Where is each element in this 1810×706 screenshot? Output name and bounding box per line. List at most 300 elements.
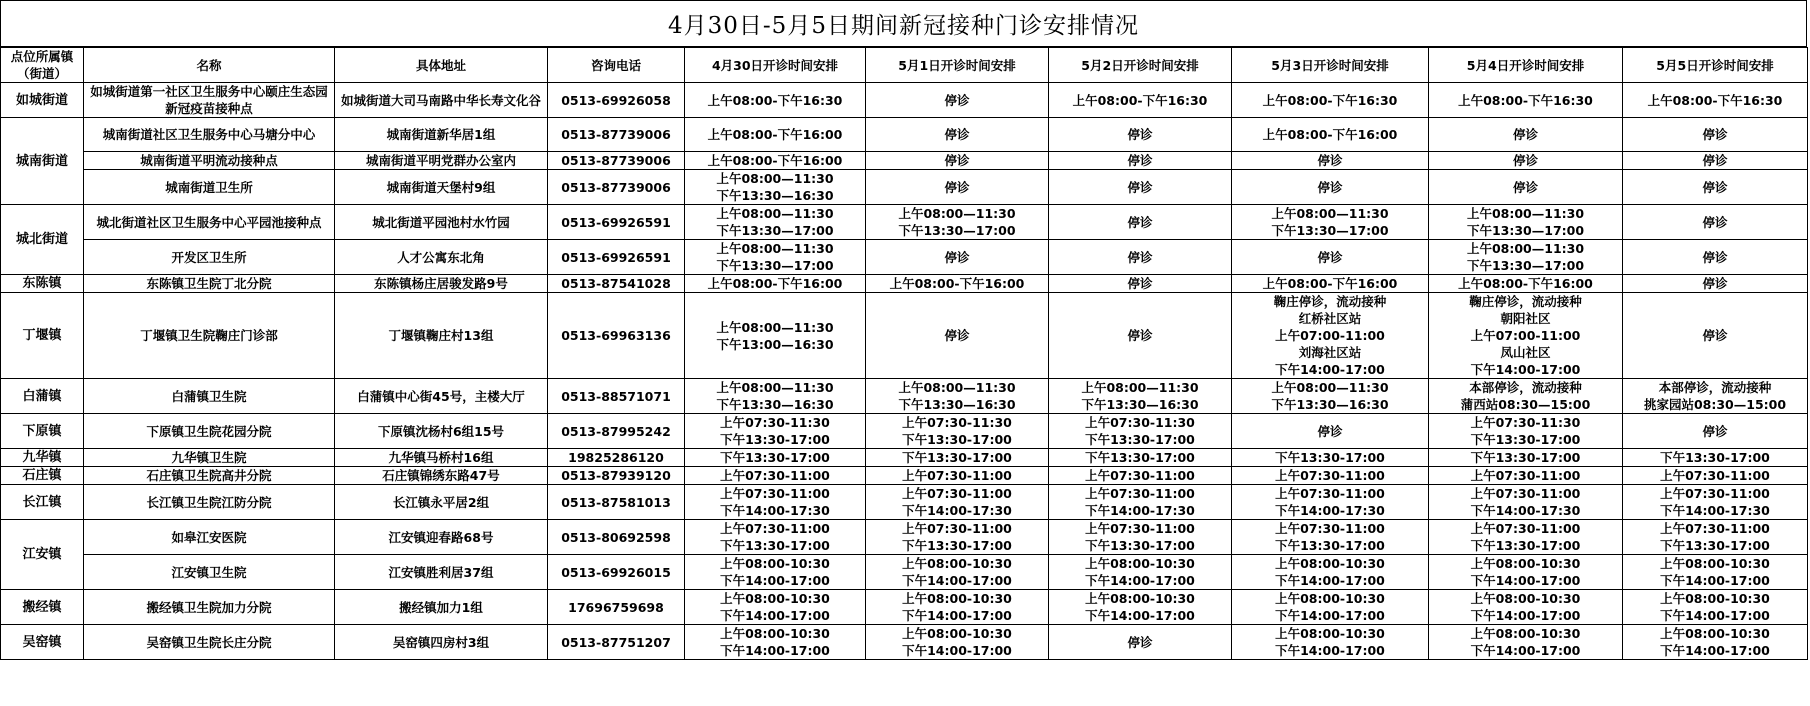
schedule-line: 上午07:30-11:00 bbox=[1470, 468, 1581, 483]
schedule-line: 上午08:00—11:30 bbox=[716, 171, 834, 186]
table-row bbox=[1, 379, 1808, 414]
schedule-line: 下午14:00-17:00 bbox=[720, 643, 830, 658]
schedule-line: 上午08:00—11:30 bbox=[716, 380, 834, 395]
site-name-cell: 搬经镇卫生院加力分院 bbox=[84, 590, 335, 625]
schedule-cell-day-4 bbox=[1232, 449, 1429, 467]
schedule-cell-day-3 bbox=[1049, 590, 1232, 625]
site-name-cell: 城南街道平明流动接种点 bbox=[84, 152, 335, 170]
schedule-line: 下午14:00-17:00 bbox=[1275, 362, 1385, 377]
schedule-line: 下午14:00-17:00 bbox=[1660, 608, 1770, 623]
schedule-line: 停诊 bbox=[1127, 249, 1153, 265]
header-town: 点位所属镇（街道） bbox=[1, 48, 84, 83]
schedule-line: 上午08:00-下午16:30 bbox=[1262, 92, 1398, 108]
schedule-line: 上午07:30-11:30 bbox=[720, 415, 830, 430]
town-cell: 丁堰镇 bbox=[1, 293, 84, 379]
schedule-line: 下午14:00-17:00 bbox=[720, 608, 830, 623]
schedule-cell-day-4 bbox=[1232, 485, 1429, 520]
schedule-cell-day-6 bbox=[1623, 625, 1808, 660]
site-name-cell: 白蒲镇卫生院 bbox=[84, 379, 335, 414]
schedule-line: 上午08:00-下午16:00 bbox=[707, 153, 843, 168]
phone-cell: 0513-80692598 bbox=[548, 520, 685, 555]
schedule-line: 停诊 bbox=[1512, 127, 1538, 142]
schedule-line: 下午14:00-17:00 bbox=[1470, 643, 1581, 658]
schedule-cell-day-1 bbox=[685, 379, 866, 414]
schedule-cell-day-2 bbox=[866, 83, 1049, 118]
schedule-line: 下午14:00-17:30 bbox=[902, 503, 1012, 518]
schedule-line: 停诊 bbox=[1127, 127, 1153, 142]
schedule-line: 下午14:00-17:00 bbox=[1275, 608, 1385, 623]
schedule-line: 下午13:30—16:30 bbox=[716, 397, 834, 412]
schedule-cell-day-3 bbox=[1049, 414, 1232, 449]
schedule-line: 停诊 bbox=[1317, 179, 1343, 195]
schedule-line: 上午08:00—11:30 bbox=[716, 241, 834, 256]
schedule-cell-day-4 bbox=[1232, 414, 1429, 449]
schedule-cell-day-1 bbox=[685, 467, 866, 485]
phone-cell: 0513-87581013 bbox=[548, 485, 685, 520]
schedule-line: 下午14:00-17:00 bbox=[902, 573, 1012, 588]
table-row bbox=[1, 590, 1808, 625]
schedule-line: 停诊 bbox=[1512, 179, 1538, 195]
schedule-line: 上午08:00-10:30 bbox=[1085, 556, 1195, 571]
schedule-line: 下午14:00-17:30 bbox=[720, 503, 830, 518]
schedule-line: 下午14:00-17:00 bbox=[1085, 608, 1195, 623]
schedule-cell-day-2 bbox=[866, 293, 1049, 379]
address-cell: 城南街道平明党群办公室内 bbox=[335, 152, 548, 170]
schedule-line: 下午13:30—17:00 bbox=[1466, 223, 1585, 238]
schedule-line: 下午13:30-17:00 bbox=[1085, 538, 1195, 553]
table-row bbox=[1, 625, 1808, 660]
schedule-line: 上午08:00-10:30 bbox=[902, 556, 1012, 571]
town-cell: 搬经镇 bbox=[1, 590, 84, 625]
schedule-cell-day-5 bbox=[1429, 118, 1623, 152]
schedule-line: 上午08:00-10:30 bbox=[1275, 556, 1385, 571]
schedule-line: 上午07:30-11:30 bbox=[1085, 415, 1195, 430]
schedule-cell-day-3 bbox=[1049, 293, 1232, 379]
schedule-line: 上午08:00-10:30 bbox=[1660, 556, 1770, 571]
schedule-line: 下午13:30—16:30 bbox=[898, 397, 1016, 412]
schedule-cell-day-4 bbox=[1232, 83, 1429, 118]
schedule-cell-day-4 bbox=[1232, 170, 1429, 205]
schedule-cell-day-6 bbox=[1623, 449, 1808, 467]
schedule-line: 上午07:30-11:00 bbox=[1660, 521, 1770, 536]
table-row bbox=[1, 485, 1808, 520]
schedule-cell-day-6 bbox=[1623, 590, 1808, 625]
schedule-line: 下午14:00-17:00 bbox=[1275, 573, 1385, 588]
address-cell: 江安镇胜利居37组 bbox=[335, 555, 548, 590]
schedule-cell-day-4 bbox=[1232, 118, 1429, 152]
schedule-cell-day-1 bbox=[685, 275, 866, 293]
schedule-line: 下午13:30-17:00 bbox=[1660, 538, 1770, 553]
schedule-line: 上午08:00—11:30 bbox=[1271, 380, 1389, 395]
schedule-line: 上午08:00-下午16:00 bbox=[707, 127, 843, 142]
schedule-line: 上午08:00—11:30 bbox=[1466, 206, 1585, 221]
schedule-cell-day-1 bbox=[685, 414, 866, 449]
schedule-line: 停诊 bbox=[1317, 249, 1343, 265]
schedule-line: 下午14:00-17:30 bbox=[1470, 503, 1581, 518]
schedule-cell-day-3 bbox=[1049, 625, 1232, 660]
schedule-line: 下午13:30-17:00 bbox=[720, 538, 830, 553]
schedule-line: 停诊 bbox=[1702, 328, 1728, 343]
schedule-line: 朝阳社区 bbox=[1500, 311, 1551, 326]
schedule-line: 下午14:00-17:00 bbox=[1085, 573, 1195, 588]
schedule-line: 上午08:00—11:30 bbox=[898, 380, 1016, 395]
table-row bbox=[1, 118, 1808, 152]
schedule-line: 鞠庄停诊，流动接种 bbox=[1273, 294, 1387, 309]
schedule-cell-day-4 bbox=[1232, 275, 1429, 293]
schedule-cell-day-1 bbox=[685, 240, 866, 275]
schedule-line: 下午14:00-17:00 bbox=[1275, 643, 1385, 658]
site-name-cell: 城南街道社区卫生服务中心马塘分中心 bbox=[84, 118, 335, 152]
schedule-line: 停诊 bbox=[1127, 276, 1153, 291]
schedule-cell-day-2 bbox=[866, 520, 1049, 555]
schedule-line: 上午08:00-下午16:00 bbox=[707, 276, 843, 291]
schedule-cell-day-5 bbox=[1429, 520, 1623, 555]
header-day-4: 5月3日开诊时间安排 bbox=[1232, 48, 1429, 83]
schedule-cell-day-2 bbox=[866, 152, 1049, 170]
header-day-3: 5月2日开诊时间安排 bbox=[1049, 48, 1232, 83]
address-cell: 搬经镇加力1组 bbox=[335, 590, 548, 625]
town-cell: 石庄镇 bbox=[1, 467, 84, 485]
phone-cell: 0513-69926591 bbox=[548, 205, 685, 240]
header-name: 名称 bbox=[84, 48, 335, 83]
schedule-cell-day-3 bbox=[1049, 467, 1232, 485]
schedule-line: 上午07:30-11:00 bbox=[902, 486, 1012, 501]
schedule-cell-day-4 bbox=[1232, 520, 1429, 555]
schedule-cell-day-5 bbox=[1429, 449, 1623, 467]
schedule-cell-day-5 bbox=[1429, 590, 1623, 625]
address-cell: 九华镇马桥村16组 bbox=[335, 449, 548, 467]
schedule-line: 下午13:30-17:00 bbox=[1660, 450, 1770, 465]
schedule-line: 下午14:00-17:30 bbox=[1275, 503, 1385, 518]
schedule-line: 停诊 bbox=[944, 328, 970, 343]
schedule-line: 停诊 bbox=[944, 92, 970, 108]
schedule-cell-day-1 bbox=[685, 293, 866, 379]
schedule-line: 下午13:30—17:00 bbox=[1466, 258, 1585, 273]
schedule-line: 上午08:00—11:30 bbox=[1271, 206, 1389, 221]
schedule-cell-day-3 bbox=[1049, 520, 1232, 555]
schedule-line: 上午08:00-下午16:00 bbox=[1458, 276, 1593, 291]
town-cell: 吴窑镇 bbox=[1, 625, 84, 660]
schedule-line: 上午08:00-10:30 bbox=[902, 591, 1012, 606]
schedule-line: 本部停诊，流动接种 bbox=[1469, 380, 1582, 395]
address-cell: 人才公寓东北角 bbox=[335, 240, 548, 275]
phone-cell: 0513-87995242 bbox=[548, 414, 685, 449]
schedule-line: 上午08:00—11:30 bbox=[898, 206, 1016, 221]
schedule-line: 下午14:00-17:00 bbox=[902, 643, 1012, 658]
site-name-cell: 东陈镇卫生院丁北分院 bbox=[84, 275, 335, 293]
schedule-cell-day-6 bbox=[1623, 205, 1808, 240]
schedule-line: 上午08:00-10:30 bbox=[902, 626, 1012, 641]
phone-cell: 0513-87939120 bbox=[548, 467, 685, 485]
town-cell: 城南街道 bbox=[1, 118, 84, 205]
address-cell: 石庄镇锦绣东路47号 bbox=[335, 467, 548, 485]
schedule-line: 下午13:30—16:30 bbox=[1271, 397, 1389, 412]
schedule-line: 停诊 bbox=[1127, 179, 1153, 195]
schedule-line: 上午07:30-11:00 bbox=[720, 521, 830, 536]
schedule-line: 下午13:30—16:30 bbox=[716, 188, 834, 203]
phone-cell: 0513-87751207 bbox=[548, 625, 685, 660]
header-day-2: 5月1日开诊时间安排 bbox=[866, 48, 1049, 83]
schedule-cell-day-5 bbox=[1429, 83, 1623, 118]
phone-cell: 0513-69926015 bbox=[548, 555, 685, 590]
schedule-line: 上午08:00-下午16:00 bbox=[1262, 276, 1398, 291]
schedule-line: 下午14:00-17:00 bbox=[1660, 573, 1770, 588]
phone-cell: 17696759698 bbox=[548, 590, 685, 625]
schedule-line: 上午08:00-10:30 bbox=[1660, 626, 1770, 641]
site-name-cell: 长江镇卫生院江防分院 bbox=[84, 485, 335, 520]
schedule-cell-day-5 bbox=[1429, 205, 1623, 240]
schedule-cell-day-3 bbox=[1049, 449, 1232, 467]
phone-cell: 19825286120 bbox=[548, 449, 685, 467]
site-name-cell: 九华镇卫生院 bbox=[84, 449, 335, 467]
address-cell: 下原镇沈杨村6组15号 bbox=[335, 414, 548, 449]
schedule-line: 停诊 bbox=[944, 249, 970, 265]
schedule-cell-day-6 bbox=[1623, 170, 1808, 205]
schedule-line: 下午14:00-17:00 bbox=[1470, 362, 1581, 377]
schedule-cell-day-6 bbox=[1623, 485, 1808, 520]
schedule-cell-day-6 bbox=[1623, 555, 1808, 590]
schedule-cell-day-1 bbox=[685, 555, 866, 590]
schedule-cell-day-3 bbox=[1049, 485, 1232, 520]
schedule-cell-day-5 bbox=[1429, 275, 1623, 293]
table-row bbox=[1, 170, 1808, 205]
site-name-cell: 吴窑镇卫生院长庄分院 bbox=[84, 625, 335, 660]
schedule-table bbox=[0, 47, 1808, 660]
address-cell: 城南街道新华居1组 bbox=[335, 118, 548, 152]
schedule-cell-day-6 bbox=[1623, 467, 1808, 485]
schedule-cell-day-1 bbox=[685, 205, 866, 240]
schedule-line: 上午07:30-11:30 bbox=[902, 415, 1012, 430]
schedule-cell-day-6 bbox=[1623, 152, 1808, 170]
schedule-cell-day-6 bbox=[1623, 414, 1808, 449]
schedule-line: 上午07:30-11:00 bbox=[1470, 521, 1581, 536]
schedule-line: 上午08:00-10:30 bbox=[1470, 556, 1581, 571]
schedule-line: 下午13:00—16:30 bbox=[716, 336, 834, 352]
schedule-cell-day-1 bbox=[685, 625, 866, 660]
site-name-cell: 下原镇卫生院花园分院 bbox=[84, 414, 335, 449]
address-cell: 长江镇永平居2组 bbox=[335, 485, 548, 520]
town-cell: 如城街道 bbox=[1, 83, 84, 118]
header-day-6: 5月5日开诊时间安排 bbox=[1623, 48, 1808, 83]
schedule-line: 上午07:00-11:00 bbox=[1470, 328, 1581, 343]
schedule-line: 停诊 bbox=[1702, 214, 1728, 230]
address-cell: 白蒲镇中心街45号，主楼大厅 bbox=[335, 379, 548, 414]
schedule-line: 下午13:30-17:00 bbox=[902, 432, 1012, 447]
schedule-line: 下午13:30—17:00 bbox=[716, 223, 834, 238]
phone-cell: 0513-88571071 bbox=[548, 379, 685, 414]
schedule-cell-day-4 bbox=[1232, 240, 1429, 275]
schedule-cell-day-1 bbox=[685, 485, 866, 520]
schedule-cell-day-4 bbox=[1232, 205, 1429, 240]
schedule-cell-day-2 bbox=[866, 275, 1049, 293]
schedule-line: 上午08:00-下午16:30 bbox=[707, 92, 843, 108]
schedule-cell-day-2 bbox=[866, 170, 1049, 205]
schedule-line: 下午13:30-17:00 bbox=[902, 538, 1012, 553]
phone-cell: 0513-87739006 bbox=[548, 152, 685, 170]
schedule-cell-day-2 bbox=[866, 590, 1049, 625]
schedule-line: 停诊 bbox=[944, 153, 970, 168]
table-row bbox=[1, 449, 1808, 467]
schedule-line: 上午07:30-11:30 bbox=[1470, 415, 1581, 430]
site-name-cell: 开发区卫生所 bbox=[84, 240, 335, 275]
town-cell: 九华镇 bbox=[1, 449, 84, 467]
schedule-cell-day-6 bbox=[1623, 240, 1808, 275]
site-name-cell: 江安镇卫生院 bbox=[84, 555, 335, 590]
schedule-line: 停诊 bbox=[1127, 634, 1153, 650]
schedule-cell-day-5 bbox=[1429, 293, 1623, 379]
address-cell: 丁堰镇鞠庄村13组 bbox=[335, 293, 548, 379]
schedule-line: 下午13:30-17:00 bbox=[1085, 432, 1195, 447]
schedule-cell-day-5 bbox=[1429, 240, 1623, 275]
schedule-line: 停诊 bbox=[1127, 328, 1153, 343]
table-row bbox=[1, 467, 1808, 485]
schedule-line: 下午14:00-17:30 bbox=[1085, 503, 1195, 518]
schedule-cell-day-2 bbox=[866, 205, 1049, 240]
schedule-line: 上午07:30-11:00 bbox=[902, 521, 1012, 536]
schedule-line: 上午08:00—11:30 bbox=[716, 206, 834, 221]
schedule-line: 停诊 bbox=[1702, 423, 1728, 439]
schedule-line: 停诊 bbox=[1317, 423, 1343, 439]
site-name-cell: 如城街道第一社区卫生服务中心颐庄生态园新冠疫苗接种点 bbox=[84, 83, 335, 118]
schedule-line: 停诊 bbox=[1317, 153, 1343, 168]
schedule-line: 下午13:30-17:00 bbox=[1275, 450, 1385, 465]
schedule-cell-day-2 bbox=[866, 485, 1049, 520]
schedule-cell-day-2 bbox=[866, 118, 1049, 152]
header-phone: 咨询电话 bbox=[548, 48, 685, 83]
schedule-line: 上午07:00-11:00 bbox=[1275, 328, 1385, 343]
schedule-line: 上午07:30-11:00 bbox=[1470, 486, 1581, 501]
schedule-cell-day-4 bbox=[1232, 625, 1429, 660]
table-row bbox=[1, 83, 1808, 118]
schedule-cell-day-4 bbox=[1232, 555, 1429, 590]
schedule-line: 停诊 bbox=[1127, 153, 1153, 168]
town-cell: 白蒲镇 bbox=[1, 379, 84, 414]
table-row bbox=[1, 520, 1808, 555]
schedule-cell-day-1 bbox=[685, 152, 866, 170]
schedule-cell-day-3 bbox=[1049, 205, 1232, 240]
header-day-1: 4月30日开诊时间安排 bbox=[685, 48, 866, 83]
schedule-line: 停诊 bbox=[1702, 153, 1728, 168]
header-day-5: 5月4日开诊时间安排 bbox=[1429, 48, 1623, 83]
table-row bbox=[1, 414, 1808, 449]
address-cell: 江安镇迎春路68号 bbox=[335, 520, 548, 555]
schedule-line: 上午07:30-11:00 bbox=[1085, 468, 1195, 483]
schedule-cell-day-1 bbox=[685, 449, 866, 467]
schedule-cell-day-5 bbox=[1429, 467, 1623, 485]
schedule-cell-day-6 bbox=[1623, 118, 1808, 152]
header-address: 具体地址 bbox=[335, 48, 548, 83]
town-cell: 下原镇 bbox=[1, 414, 84, 449]
schedule-line: 停诊 bbox=[1702, 276, 1728, 291]
schedule-cell-day-2 bbox=[866, 240, 1049, 275]
schedule-line: 上午08:00-10:30 bbox=[720, 626, 830, 641]
schedule-cell-day-3 bbox=[1049, 275, 1232, 293]
schedule-cell-day-1 bbox=[685, 170, 866, 205]
schedule-line: 停诊 bbox=[1702, 179, 1728, 195]
schedule-line: 停诊 bbox=[944, 179, 970, 195]
site-name-cell: 丁堰镇卫生院鞠庄门诊部 bbox=[84, 293, 335, 379]
schedule-cell-day-6 bbox=[1623, 83, 1808, 118]
schedule-line: 上午07:30-11:00 bbox=[1085, 521, 1195, 536]
table-row bbox=[1, 205, 1808, 240]
schedule-line: 上午07:30-11:00 bbox=[1085, 486, 1195, 501]
schedule-line: 下午13:30-17:00 bbox=[1470, 432, 1581, 447]
schedule-cell-day-2 bbox=[866, 625, 1049, 660]
schedule-cell-day-1 bbox=[685, 520, 866, 555]
schedule-line: 上午08:00-下午16:30 bbox=[1072, 92, 1208, 108]
schedule-line: 上午07:30-11:00 bbox=[1660, 468, 1770, 483]
schedule-cell-day-2 bbox=[866, 467, 1049, 485]
schedule-line: 下午13:30—17:00 bbox=[1271, 223, 1389, 238]
schedule-cell-day-5 bbox=[1429, 170, 1623, 205]
schedule-cell-day-1 bbox=[685, 590, 866, 625]
schedule-cell-day-6 bbox=[1623, 520, 1808, 555]
table-row bbox=[1, 555, 1808, 590]
site-name-cell: 如皋江安医院 bbox=[84, 520, 335, 555]
schedule-line: 下午13:30-17:00 bbox=[720, 450, 830, 465]
phone-cell: 0513-87541028 bbox=[548, 275, 685, 293]
table-row bbox=[1, 240, 1808, 275]
schedule-line: 上午07:30-11:00 bbox=[902, 468, 1012, 483]
schedule-line: 下午13:30—16:30 bbox=[1081, 397, 1199, 412]
schedule-line: 上午08:00-10:30 bbox=[720, 591, 830, 606]
schedule-line: 本部停诊，流动接种 bbox=[1658, 380, 1772, 395]
schedule-line: 下午14:00-17:00 bbox=[720, 573, 830, 588]
schedule-cell-day-4 bbox=[1232, 379, 1429, 414]
schedule-cell-day-5 bbox=[1429, 379, 1623, 414]
schedule-cell-day-2 bbox=[866, 555, 1049, 590]
schedule-line: 蒲西站08:30—15:00 bbox=[1460, 397, 1591, 412]
schedule-line: 下午14:00-17:30 bbox=[1660, 503, 1770, 518]
schedule-line: 停诊 bbox=[1702, 127, 1728, 142]
schedule-line: 停诊 bbox=[1127, 214, 1153, 230]
schedule-line: 上午08:00-10:30 bbox=[1470, 591, 1581, 606]
phone-cell: 0513-69926058 bbox=[548, 83, 685, 118]
table-row bbox=[1, 293, 1808, 379]
schedule-line: 上午07:30-11:00 bbox=[1660, 486, 1770, 501]
schedule-cell-day-6 bbox=[1623, 293, 1808, 379]
schedule-line: 刘海社区站 bbox=[1298, 345, 1362, 360]
schedule-line: 上午07:30-11:00 bbox=[1275, 468, 1385, 483]
schedule-line: 下午14:00-17:00 bbox=[1660, 643, 1770, 658]
schedule-line: 红桥社区站 bbox=[1298, 311, 1362, 326]
schedule-line: 上午08:00-10:30 bbox=[1085, 591, 1195, 606]
schedule-cell-day-6 bbox=[1623, 379, 1808, 414]
phone-cell: 0513-87739006 bbox=[548, 170, 685, 205]
schedule-line: 下午13:30—17:00 bbox=[898, 223, 1016, 238]
schedule-line: 上午08:00-下午16:00 bbox=[1262, 127, 1398, 142]
schedule-line: 上午07:30-11:00 bbox=[1275, 486, 1385, 501]
schedule-line: 上午08:00-下午16:00 bbox=[889, 276, 1025, 291]
schedule-line: 上午08:00—11:30 bbox=[1081, 380, 1199, 395]
schedule-cell-day-3 bbox=[1049, 240, 1232, 275]
sheet-title: 4月30日-5月5日期间新冠接种门诊安排情况 bbox=[0, 0, 1807, 47]
town-cell: 城北街道 bbox=[1, 205, 84, 275]
schedule-cell-day-3 bbox=[1049, 118, 1232, 152]
schedule-cell-day-5 bbox=[1429, 485, 1623, 520]
schedule-line: 下午13:30-17:00 bbox=[1085, 450, 1195, 465]
schedule-line: 挑家园站08:30—15:00 bbox=[1643, 397, 1787, 412]
schedule-cell-day-5 bbox=[1429, 152, 1623, 170]
schedule-cell-day-5 bbox=[1429, 414, 1623, 449]
schedule-cell-day-3 bbox=[1049, 83, 1232, 118]
schedule-line: 鞠庄停诊，流动接种 bbox=[1469, 294, 1582, 309]
schedule-cell-day-6 bbox=[1623, 275, 1808, 293]
site-name-cell: 城南街道卫生所 bbox=[84, 170, 335, 205]
town-cell: 江安镇 bbox=[1, 520, 84, 590]
phone-cell: 0513-69963136 bbox=[548, 293, 685, 379]
schedule-cell-day-2 bbox=[866, 379, 1049, 414]
